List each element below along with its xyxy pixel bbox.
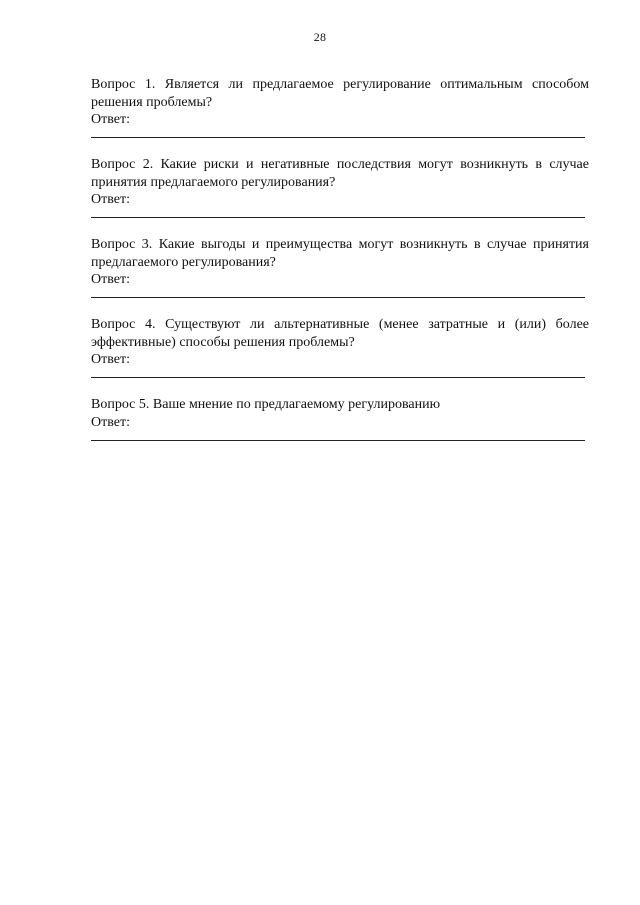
answer-line-2: [91, 217, 585, 218]
question-text-5: Вопрос 5. Ваше мнение по предлагаемому регулированию: [91, 397, 441, 412]
answer-line-1: [91, 137, 585, 138]
question-text-3: Вопрос 3. Какие выгоды и преимущества могут возникнуть в случае принятия предлагаемого регулирования?: [91, 237, 589, 270]
answer-label-1: Ответ:: [91, 112, 130, 127]
question-block-3: [91, 236, 589, 298]
answer-line-3: [91, 297, 585, 298]
answer-line-5: [91, 440, 585, 441]
answer-label-4: Ответ:: [91, 352, 130, 367]
question-text-4: Вопрос 4. Существуют ли альтернативные (менее затратные и (или) более эффективные) способы решения проблемы?: [91, 317, 589, 350]
question-block-5: [91, 396, 589, 441]
question-list: [91, 76, 589, 459]
answer-label-2: Ответ:: [91, 192, 130, 207]
question-block-4: [91, 316, 589, 378]
question-block-1: [91, 76, 589, 138]
answer-line-4: [91, 377, 585, 378]
page-number: 28: [313, 30, 327, 44]
question-text-1: Вопрос 1. Является ли предлагаемое регулирование оптимальным способом решения проблемы?: [91, 77, 589, 110]
question-block-2: [91, 156, 589, 218]
answer-label-5: Ответ:: [91, 414, 130, 430]
question-text-2: Вопрос 2. Какие риски и негативные последствия могут возникнуть в случае принятия предлагаемого регулирования?: [91, 157, 589, 190]
answer-label-3: Ответ:: [91, 272, 130, 287]
